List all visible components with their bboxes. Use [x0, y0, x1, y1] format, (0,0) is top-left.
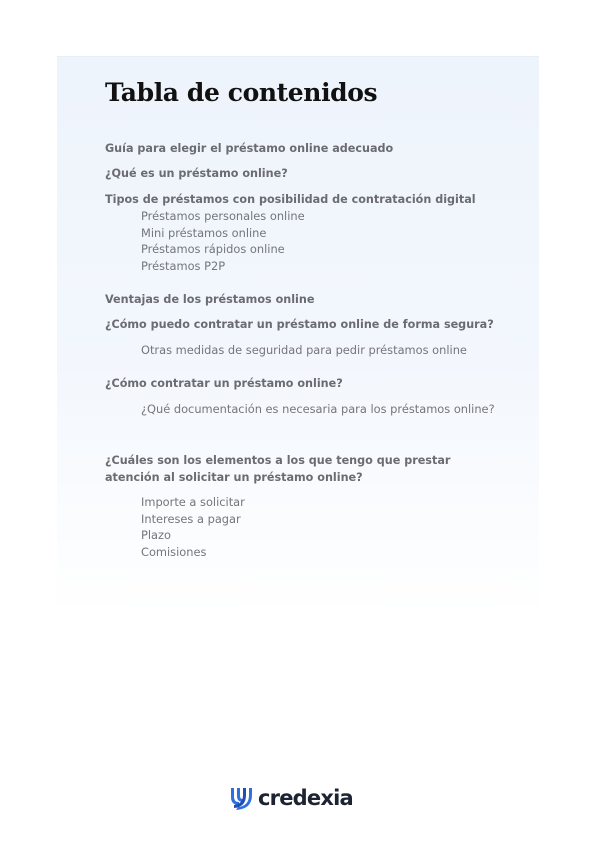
toc-entry-como-contratar[interactable]: ¿Cómo contratar un préstamo online?: [105, 377, 343, 390]
toc-subentry-rapidos[interactable]: Préstamos rápidos online: [141, 242, 285, 256]
credexia-logo-icon: [228, 786, 254, 810]
toc-entry-tipos[interactable]: Tipos de préstamos con posibilidad de contratación digital: [105, 193, 476, 206]
toc-entry-ventajas[interactable]: Ventajas de los préstamos online: [105, 293, 315, 306]
page-title: Tabla de contenidos: [105, 78, 378, 107]
toc-entry-que-es[interactable]: ¿Qué es un préstamo online?: [105, 167, 288, 180]
brand-name: credexia: [258, 786, 353, 810]
toc-subentry-plazo[interactable]: Plazo: [141, 528, 171, 542]
toc-subentry-mini[interactable]: Mini préstamos online: [141, 226, 267, 240]
credexia-logo: [228, 784, 353, 812]
toc-subentry-comisiones[interactable]: Comisiones: [141, 545, 207, 559]
toc-subentry-medidas[interactable]: Otras medidas de seguridad para pedir préstamos online: [141, 343, 467, 357]
toc-subentry-p2p[interactable]: Préstamos P2P: [141, 259, 226, 273]
toc-subentry-intereses[interactable]: Intereses a pagar: [141, 512, 241, 526]
toc-subentry-importe[interactable]: Importe a solicitar: [141, 495, 245, 509]
toc-entry-elementos[interactable]: ¿Cuáles son los elementos a los que tengo que prestar atención al solicitar un préstamo online?: [105, 454, 451, 484]
toc-subentry-personales[interactable]: Préstamos personales online: [141, 209, 305, 223]
toc-entry-forma-segura[interactable]: ¿Cómo puedo contratar un préstamo online de forma segura?: [105, 318, 494, 331]
toc-subentry-documentacion[interactable]: ¿Qué documentación es necesaria para los préstamos online?: [141, 402, 495, 416]
toc-entry-guia[interactable]: Guía para elegir el préstamo online adecuado: [105, 142, 394, 155]
